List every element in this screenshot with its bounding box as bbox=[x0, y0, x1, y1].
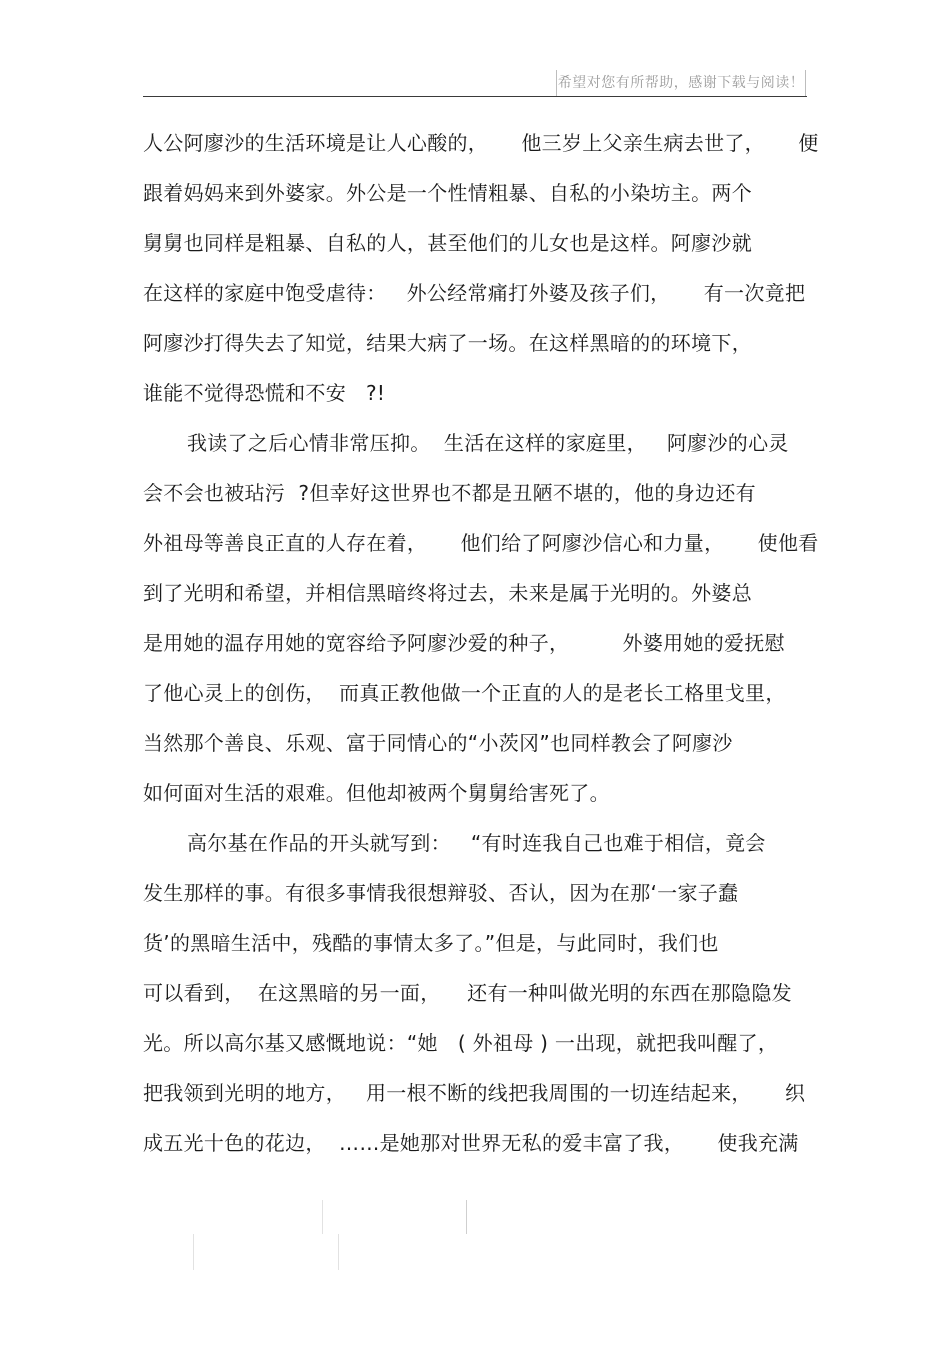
text-line: 我读了之后心情非常压抑。 生活在这样的家庭里， 阿廖沙的心灵 bbox=[187, 431, 789, 455]
body-text bbox=[143, 118, 819, 1168]
scan-mark bbox=[322, 1200, 323, 1234]
text-line: 发生那样的事。有很多事情我很想辩驳、否认，因为在那‘一家子蠢 bbox=[143, 881, 739, 905]
text-line: 会不会也被玷污 ?但幸好这世界也不都是丑陋不堪的，他的身边还有 bbox=[143, 481, 756, 505]
text-line: 把我领到光明的地方， 用一根不断的线把我周围的一切连结起来， 织 bbox=[143, 1081, 806, 1105]
text-line: 当然那个善良、乐观、富于同情心的“小茨冈”也同样教会了阿廖沙 bbox=[143, 731, 733, 755]
text-line: 到了光明和希望，并相信黑暗终将过去，未来是属于光明的。外婆总 bbox=[143, 581, 752, 605]
text-line: 可以看到， 在这黑暗的另一面， 还有一种叫做光明的东西在那隐隐发 bbox=[143, 981, 792, 1005]
text-line: 光。所以高尔基又感慨地说：“她 ( 外祖母 ) 一出现，就把我叫醒了， bbox=[143, 1031, 779, 1055]
text-line: 外祖母等善良正直的人存在着， 他们给了阿廖沙信心和力量， 使他看 bbox=[143, 531, 819, 555]
text-line: 成五光十色的花边， ……是她那对世界无私的爱丰富了我， 使我充满 bbox=[143, 1131, 799, 1155]
scan-mark bbox=[466, 1200, 467, 1234]
header-note: 希望对您有所帮助，感谢下载与阅读！ bbox=[556, 70, 806, 96]
text-line: 跟着妈妈来到外婆家。外公是一个性情粗暴、自私的小染坊主。两个 bbox=[143, 181, 752, 205]
text-line: 如何面对生活的艰难。但他却被两个舅舅给害死了。 bbox=[143, 781, 610, 805]
text-line: 人公阿廖沙的生活环境是让人心酸的， 他三岁上父亲生病去世了， 便 bbox=[143, 131, 819, 155]
scan-mark bbox=[193, 1234, 194, 1270]
text-line: 是用她的温存用她的宽容给予阿廖沙爱的种子， 外婆用她的爱抚慰 bbox=[143, 631, 785, 655]
text-line: 在这样的家庭中饱受虐待： 外公经常痛打外婆及孩子们， 有一次竟把 bbox=[143, 281, 806, 305]
text-line: 高尔基在作品的开头就写到： “有时连我自己也难于相信，竟会 bbox=[187, 831, 766, 855]
text-line: 舅舅也同样是粗暴、自私的人，甚至他们的儿女也是这样。阿廖沙就 bbox=[143, 231, 752, 255]
text-line: 阿廖沙打得失去了知觉，结果大病了一场。在这样黑暗的的环境下， bbox=[143, 331, 752, 355]
scan-mark bbox=[338, 1234, 339, 1270]
text-line: 货’的黑暗生活中，残酷的事情太多了。”但是，与此同时，我们也 bbox=[143, 931, 719, 955]
text-line: 谁能不觉得恐慌和不安 ?! bbox=[143, 381, 386, 405]
text-line: 了他心灵上的创伤， 而真正教他做一个正直的人的是老长工格里戈里， bbox=[143, 681, 786, 705]
header-rule bbox=[143, 96, 807, 97]
